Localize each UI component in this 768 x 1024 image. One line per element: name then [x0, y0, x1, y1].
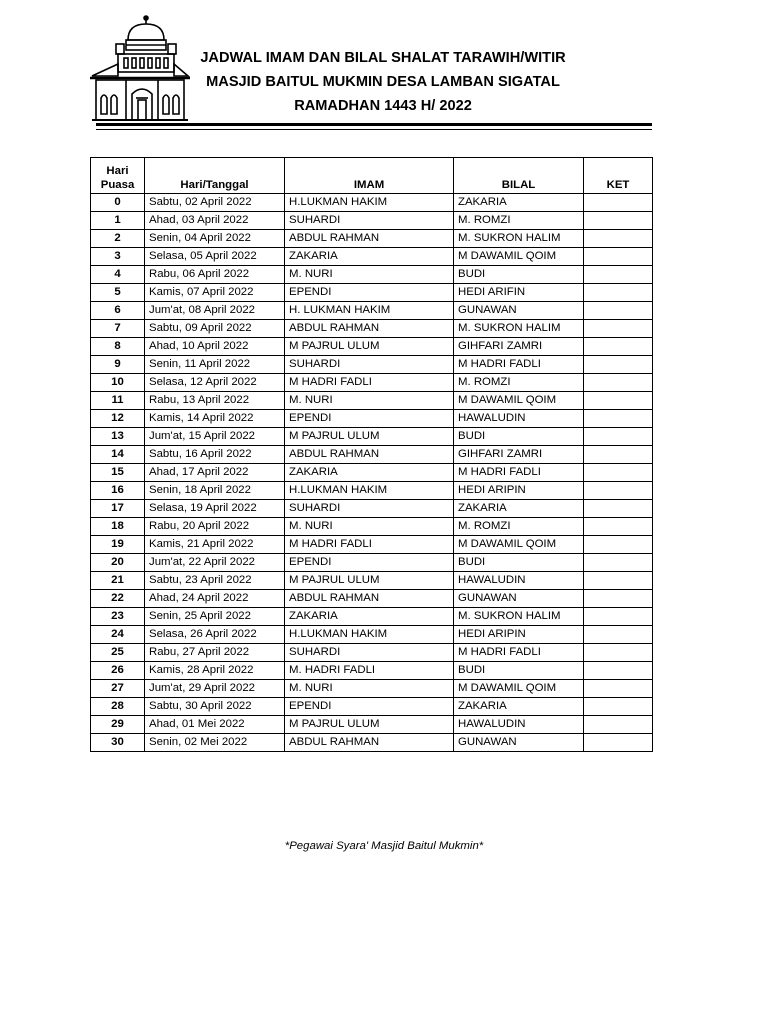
- table-row: [91, 626, 653, 644]
- cell-hari-puasa: 1: [91, 212, 145, 230]
- cell-bilal: HAWALUDIN: [454, 410, 584, 428]
- cell-ket: [584, 572, 653, 590]
- cell-bilal: HAWALUDIN: [454, 572, 584, 590]
- cell-bilal: M. ROMZI: [454, 212, 584, 230]
- cell-bilal: GUNAWAN: [454, 734, 584, 752]
- column-header-tanggal: Hari/Tanggal: [145, 158, 285, 194]
- cell-imam: M. NURI: [285, 392, 454, 410]
- cell-ket: [584, 698, 653, 716]
- schedule-table-body: [91, 194, 653, 752]
- table-row: [91, 644, 653, 662]
- cell-hari-puasa: 15: [91, 464, 145, 482]
- cell-bilal: GUNAWAN: [454, 590, 584, 608]
- cell-imam: ABDUL RAHMAN: [285, 230, 454, 248]
- cell-tanggal: Kamis, 28 April 2022: [145, 662, 285, 680]
- cell-hari-puasa: 23: [91, 608, 145, 626]
- column-header-hari-puasa-line-2: Puasa: [100, 179, 135, 191]
- cell-hari-puasa: 22: [91, 590, 145, 608]
- cell-hari-puasa: 12: [91, 410, 145, 428]
- footer-signature: *Pegawai Syara' Masjid Baitul Mukmin*: [284, 840, 484, 852]
- table-row: [91, 716, 653, 734]
- cell-imam: H.LUKMAN HAKIM: [285, 194, 454, 212]
- table-row: [91, 662, 653, 680]
- cell-tanggal: Jum'at, 29 April 2022: [145, 680, 285, 698]
- table-row: [91, 446, 653, 464]
- cell-tanggal: Ahad, 24 April 2022: [145, 590, 285, 608]
- cell-imam: M HADRI FADLI: [285, 374, 454, 392]
- cell-tanggal: Senin, 04 April 2022: [145, 230, 285, 248]
- cell-ket: [584, 374, 653, 392]
- header-divider-thick: [96, 123, 652, 126]
- cell-tanggal: Senin, 25 April 2022: [145, 608, 285, 626]
- cell-ket: [584, 626, 653, 644]
- cell-imam: M. NURI: [285, 518, 454, 536]
- cell-imam: SUHARDI: [285, 500, 454, 518]
- table-row: [91, 518, 653, 536]
- column-header-bilal: BILAL: [454, 158, 584, 194]
- mosque-icon: [88, 14, 192, 124]
- cell-tanggal: Sabtu, 09 April 2022: [145, 320, 285, 338]
- cell-bilal: ZAKARIA: [454, 194, 584, 212]
- cell-imam: M PAJRUL ULUM: [285, 572, 454, 590]
- cell-imam: ABDUL RAHMAN: [285, 446, 454, 464]
- cell-imam: M. NURI: [285, 680, 454, 698]
- cell-imam: ABDUL RAHMAN: [285, 590, 454, 608]
- cell-imam: EPENDI: [285, 554, 454, 572]
- cell-hari-puasa: 8: [91, 338, 145, 356]
- cell-ket: [584, 518, 653, 536]
- cell-bilal: BUDI: [454, 554, 584, 572]
- table-row: [91, 464, 653, 482]
- cell-imam: M HADRI FADLI: [285, 536, 454, 554]
- cell-bilal: M DAWAMIL QOIM: [454, 392, 584, 410]
- cell-bilal: M. ROMZI: [454, 518, 584, 536]
- cell-bilal: HEDI ARIFIN: [454, 284, 584, 302]
- table-row: [91, 230, 653, 248]
- cell-ket: [584, 284, 653, 302]
- cell-tanggal: Senin, 02 Mei 2022: [145, 734, 285, 752]
- cell-tanggal: Sabtu, 02 April 2022: [145, 194, 285, 212]
- table-row: [91, 482, 653, 500]
- table-row: [91, 410, 653, 428]
- cell-bilal: M HADRI FADLI: [454, 644, 584, 662]
- table-row: [91, 500, 653, 518]
- cell-hari-puasa: 19: [91, 536, 145, 554]
- cell-tanggal: Selasa, 19 April 2022: [145, 500, 285, 518]
- table-row: [91, 248, 653, 266]
- cell-imam: SUHARDI: [285, 212, 454, 230]
- cell-bilal: M. SUKRON HALIM: [454, 230, 584, 248]
- cell-ket: [584, 680, 653, 698]
- cell-imam: ZAKARIA: [285, 248, 454, 266]
- cell-bilal: BUDI: [454, 662, 584, 680]
- table-row: [91, 302, 653, 320]
- cell-tanggal: Selasa, 26 April 2022: [145, 626, 285, 644]
- column-header-hari-puasa-line-1: Hari: [106, 165, 129, 177]
- table-row: [91, 392, 653, 410]
- cell-hari-puasa: 24: [91, 626, 145, 644]
- column-header-hari-puasa: [91, 158, 145, 194]
- cell-hari-puasa: 17: [91, 500, 145, 518]
- cell-imam: M PAJRUL ULUM: [285, 716, 454, 734]
- table-row: [91, 590, 653, 608]
- cell-ket: [584, 194, 653, 212]
- cell-ket: [584, 464, 653, 482]
- cell-ket: [584, 320, 653, 338]
- cell-bilal: BUDI: [454, 428, 584, 446]
- cell-tanggal: Rabu, 13 April 2022: [145, 392, 285, 410]
- cell-hari-puasa: 2: [91, 230, 145, 248]
- cell-ket: [584, 302, 653, 320]
- cell-tanggal: Rabu, 06 April 2022: [145, 266, 285, 284]
- cell-hari-puasa: 21: [91, 572, 145, 590]
- cell-tanggal: Ahad, 17 April 2022: [145, 464, 285, 482]
- cell-ket: [584, 410, 653, 428]
- cell-ket: [584, 590, 653, 608]
- cell-bilal: M. SUKRON HALIM: [454, 608, 584, 626]
- column-header-imam: IMAM: [285, 158, 454, 194]
- cell-hari-puasa: 7: [91, 320, 145, 338]
- cell-imam: SUHARDI: [285, 356, 454, 374]
- cell-tanggal: Ahad, 01 Mei 2022: [145, 716, 285, 734]
- cell-imam: ZAKARIA: [285, 464, 454, 482]
- cell-imam: SUHARDI: [285, 644, 454, 662]
- cell-tanggal: Sabtu, 16 April 2022: [145, 446, 285, 464]
- cell-tanggal: Sabtu, 30 April 2022: [145, 698, 285, 716]
- cell-imam: M PAJRUL ULUM: [285, 428, 454, 446]
- cell-imam: H. LUKMAN HAKIM: [285, 302, 454, 320]
- cell-ket: [584, 716, 653, 734]
- cell-ket: [584, 536, 653, 554]
- cell-imam: H.LUKMAN HAKIM: [285, 482, 454, 500]
- cell-tanggal: Kamis, 07 April 2022: [145, 284, 285, 302]
- cell-tanggal: Senin, 11 April 2022: [145, 356, 285, 374]
- cell-tanggal: Kamis, 21 April 2022: [145, 536, 285, 554]
- cell-ket: [584, 482, 653, 500]
- table-row: [91, 338, 653, 356]
- table-row: [91, 698, 653, 716]
- cell-hari-puasa: 13: [91, 428, 145, 446]
- table-row: [91, 356, 653, 374]
- cell-ket: [584, 248, 653, 266]
- cell-imam: ABDUL RAHMAN: [285, 734, 454, 752]
- cell-ket: [584, 734, 653, 752]
- cell-ket: [584, 446, 653, 464]
- cell-ket: [584, 356, 653, 374]
- cell-tanggal: Jum'at, 22 April 2022: [145, 554, 285, 572]
- table-row: [91, 266, 653, 284]
- cell-bilal: M HADRI FADLI: [454, 464, 584, 482]
- table-header-row: [91, 158, 653, 194]
- cell-ket: [584, 392, 653, 410]
- schedule-table: [90, 157, 653, 752]
- cell-tanggal: Jum'at, 15 April 2022: [145, 428, 285, 446]
- cell-bilal: M DAWAMIL QOIM: [454, 248, 584, 266]
- cell-ket: [584, 428, 653, 446]
- cell-hari-puasa: 29: [91, 716, 145, 734]
- cell-tanggal: Jum'at, 08 April 2022: [145, 302, 285, 320]
- cell-hari-puasa: 14: [91, 446, 145, 464]
- cell-bilal: GIHFARI ZAMRI: [454, 338, 584, 356]
- cell-hari-puasa: 27: [91, 680, 145, 698]
- table-row: [91, 572, 653, 590]
- table-row: [91, 554, 653, 572]
- cell-imam: ABDUL RAHMAN: [285, 320, 454, 338]
- cell-imam: M. HADRI FADLI: [285, 662, 454, 680]
- cell-tanggal: Kamis, 14 April 2022: [145, 410, 285, 428]
- cell-tanggal: Selasa, 05 April 2022: [145, 248, 285, 266]
- cell-ket: [584, 554, 653, 572]
- cell-hari-puasa: 20: [91, 554, 145, 572]
- cell-imam: H.LUKMAN HAKIM: [285, 626, 454, 644]
- table-row: [91, 284, 653, 302]
- table-row: [91, 536, 653, 554]
- cell-ket: [584, 230, 653, 248]
- table-row: [91, 734, 653, 752]
- table-row: [91, 320, 653, 338]
- cell-bilal: GUNAWAN: [454, 302, 584, 320]
- cell-ket: [584, 608, 653, 626]
- column-header-ket: KET: [584, 158, 653, 194]
- cell-hari-puasa: 9: [91, 356, 145, 374]
- cell-ket: [584, 212, 653, 230]
- cell-hari-puasa: 10: [91, 374, 145, 392]
- cell-imam: M PAJRUL ULUM: [285, 338, 454, 356]
- cell-tanggal: Rabu, 20 April 2022: [145, 518, 285, 536]
- cell-bilal: ZAKARIA: [454, 698, 584, 716]
- cell-bilal: M DAWAMIL QOIM: [454, 680, 584, 698]
- cell-hari-puasa: 6: [91, 302, 145, 320]
- cell-ket: [584, 662, 653, 680]
- cell-tanggal: Ahad, 03 April 2022: [145, 212, 285, 230]
- header-title-line-3: RAMADHAN 1443 H/ 2022: [294, 98, 472, 114]
- table-row: [91, 212, 653, 230]
- cell-tanggal: Sabtu, 23 April 2022: [145, 572, 285, 590]
- cell-imam: EPENDI: [285, 284, 454, 302]
- table-row: [91, 608, 653, 626]
- document-header: [185, 46, 581, 118]
- cell-tanggal: Rabu, 27 April 2022: [145, 644, 285, 662]
- cell-bilal: HEDI ARIPIN: [454, 482, 584, 500]
- cell-bilal: M. ROMZI: [454, 374, 584, 392]
- cell-imam: M. NURI: [285, 266, 454, 284]
- cell-hari-puasa: 26: [91, 662, 145, 680]
- cell-tanggal: Selasa, 12 April 2022: [145, 374, 285, 392]
- cell-bilal: M HADRI FADLI: [454, 356, 584, 374]
- cell-bilal: HEDI ARIPIN: [454, 626, 584, 644]
- table-row: [91, 374, 653, 392]
- cell-hari-puasa: 18: [91, 518, 145, 536]
- cell-ket: [584, 500, 653, 518]
- cell-bilal: GIHFARI ZAMRI: [454, 446, 584, 464]
- cell-hari-puasa: 0: [91, 194, 145, 212]
- cell-imam: ZAKARIA: [285, 608, 454, 626]
- cell-bilal: ZAKARIA: [454, 500, 584, 518]
- header-divider-thin: [96, 129, 652, 130]
- cell-hari-puasa: 28: [91, 698, 145, 716]
- cell-tanggal: Senin, 18 April 2022: [145, 482, 285, 500]
- cell-imam: EPENDI: [285, 410, 454, 428]
- cell-ket: [584, 266, 653, 284]
- cell-hari-puasa: 3: [91, 248, 145, 266]
- cell-hari-puasa: 16: [91, 482, 145, 500]
- cell-bilal: M DAWAMIL QOIM: [454, 536, 584, 554]
- cell-ket: [584, 644, 653, 662]
- cell-hari-puasa: 5: [91, 284, 145, 302]
- cell-bilal: M. SUKRON HALIM: [454, 320, 584, 338]
- cell-bilal: BUDI: [454, 266, 584, 284]
- cell-hari-puasa: 25: [91, 644, 145, 662]
- cell-hari-puasa: 30: [91, 734, 145, 752]
- table-row: [91, 194, 653, 212]
- cell-tanggal: Ahad, 10 April 2022: [145, 338, 285, 356]
- cell-bilal: HAWALUDIN: [454, 716, 584, 734]
- table-row: [91, 428, 653, 446]
- header-title-line-1: JADWAL IMAM DAN BILAL SHALAT TARAWIH/WITIR: [200, 50, 566, 66]
- cell-hari-puasa: 11: [91, 392, 145, 410]
- cell-hari-puasa: 4: [91, 266, 145, 284]
- cell-ket: [584, 338, 653, 356]
- cell-imam: EPENDI: [285, 698, 454, 716]
- table-row: [91, 680, 653, 698]
- header-title-line-2: MASJID BAITUL MUKMIN DESA LAMBAN SIGATAL: [206, 74, 560, 90]
